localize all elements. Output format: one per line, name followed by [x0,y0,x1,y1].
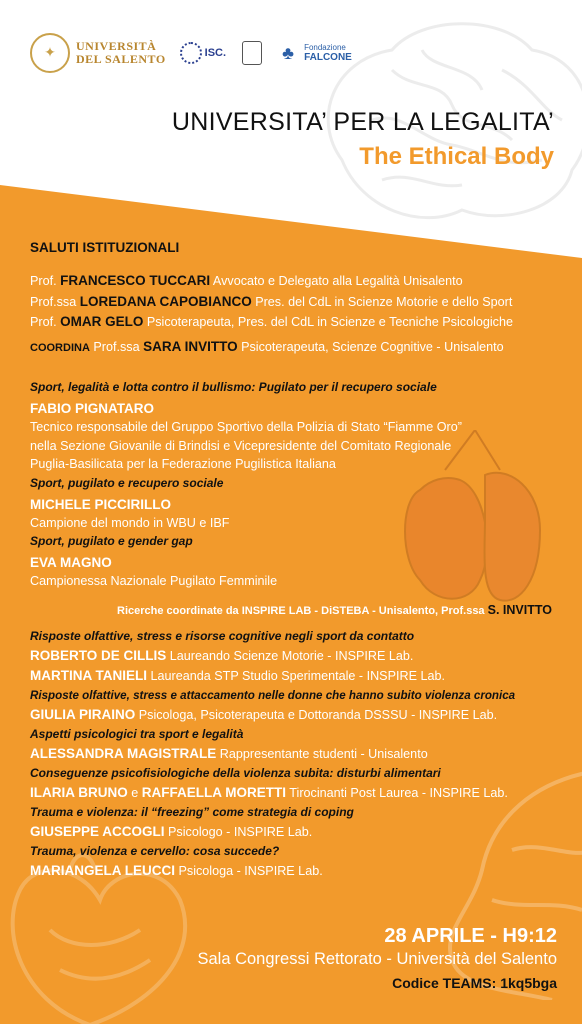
greeting-item: Prof. FRANCESCO TUCCARI Avvocato e Delegato alla Legalità Unisalento [30,273,463,288]
isc-mark-icon [180,42,202,64]
talk-topic: Conseguenze psicofisiologiche della violenza subita: disturbi alimentari [30,765,441,780]
speaker-description: Puglia-Basilicata per la Federazione Pugilistica Italiana [30,457,336,471]
speaker-line: MARTINA TANIELI Laureanda STP Studio Sperimentale - INSPIRE Lab. [30,667,445,683]
greetings-list [30,271,560,333]
talk-topic: Risposte olfattive, stress e attaccamento nelle donne che hanno subito violenza cronica [30,688,516,702]
page-title: UNIVERSITA’ PER LA LEGALITA’ [171,108,554,136]
research-coordination: Ricerche coordinate da INSPIRE LAB - DiSTEBA - Unisalento, Prof.ssa S. INVITTO [117,602,552,617]
speaker-line: ILARIA BRUNO e RAFFAELLA MORETTI Tirocinanti Post Laurea - INSPIRE Lab. [30,784,508,800]
speaker-line: GIULIA PIRAINO Psicologa, Psicoterapeuta e Dottoranda DSSSU - INSPIRE Lab. [30,706,498,722]
greeting-item: Prof. OMAR GELO Psicoterapeuta, Pres. del CdL in Scienze e Tecniche Psicologiche [30,314,513,329]
event-date: 28 APRILE - H9:12 [384,925,557,947]
talk-topic: Sport, pugilato e recupero sociale [30,475,224,490]
university-logo [30,33,166,73]
speaker-line: ALESSANDRA MAGISTRALE Rappresentante studenti - Unisalento [30,745,428,761]
university-name-line2: DEL SALENTO [76,52,166,66]
speaker-name: FABIO PIGNATARO [30,401,154,416]
speaker-name: MICHELE PICCIRILLO [30,496,171,512]
talk-topic: Trauma, violenza e cervello: cosa succede? [30,843,280,858]
speaker-description: nella Sezione Giovanile di Brindisi e Vicepresidente del Comitato Regionale [30,438,452,453]
speaker-description: Campione del mondo in WBU e IBF [30,515,230,530]
falcone-line1: Fondazione [304,43,346,52]
coordinator-line: COORDINA Prof.ssa SARA INVITTO Psicoterapeuta, Scienze Cognitive - Unisalento [30,338,504,354]
falcone-tree-icon: ♣ [282,43,294,63]
program-content [30,240,560,881]
government-emblem-icon [242,41,262,65]
isc-logo [180,42,226,64]
talk-topic: Risposte olfattive, stress e risorse cognitive negli sport da contatto [30,628,415,643]
university-name-line1: UNIVERSITÀ [76,39,157,53]
speaker-line: GIUSEPPE ACCOGLI Psicologo - INSPIRE Lab. [30,823,313,839]
talk-topic: Sport, legalità e lotta contro il bullismo: Pugilato per il recupero sociale [30,380,437,394]
speaker-line: MARIANGELA LEUCCI Psicologa - INSPIRE Lab. [30,862,323,878]
teams-code: Codice TEAMS: 1kq5bga [392,975,557,991]
greetings-heading: SALUTI ISTITUZIONALI [30,240,180,255]
logo-bar [30,33,352,73]
greeting-item: Prof.ssa LOREDANA CAPOBIANCO Pres. del CdL in Scienze Motorie e dello Sport [30,293,513,309]
isc-text: ISC. [204,47,227,59]
talk-topic: Aspetti psicologici tra sport e legalità [30,726,244,741]
speaker-name: EVA MAGNO [30,555,112,570]
falcone-logo [282,42,352,64]
page-subtitle: The Ethical Body [359,143,554,170]
falcone-line2: FALCONE [304,52,352,63]
speaker-description: Campionessa Nazionale Pugilato Femminile [30,574,278,588]
university-seal-icon: ✦ [30,33,70,73]
talk-topic: Trauma e violenza: il “freezing” come strategia di coping [30,804,354,819]
talk-topic: Sport, pugilato e gender gap [30,534,193,548]
speaker-description: Tecnico responsabile del Gruppo Sportivo della Polizia di Stato “Fiamme Oro” [30,420,462,434]
speaker-line: ROBERTO DE CILLIS Laureando Scienze Motorie - INSPIRE Lab. [30,647,414,663]
event-venue: Sala Congressi Rettorato - Università del Salento [197,950,557,968]
